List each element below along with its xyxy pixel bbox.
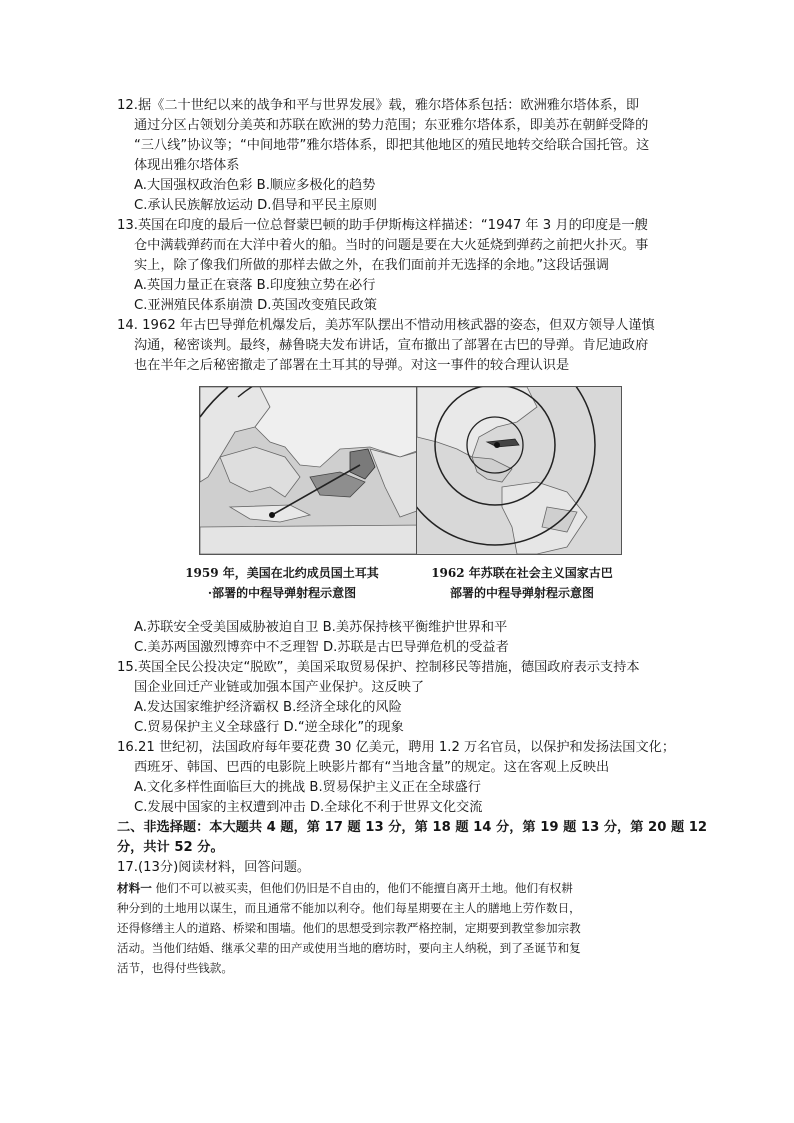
answer-options: C.贸易保护主义全球盛行 D.“逆全球化”的现象 (134, 720, 404, 735)
question-14 (117, 316, 687, 658)
caption-line: ·部署的中程导弹射程示意图 (207, 586, 357, 600)
material-line: 活动。当他们结婚、继承父辈的田产或使用当地的磨坊时，要向主人纳税，到了圣诞节和复 (117, 941, 581, 955)
answer-options: A.大国强权政治色彩 B.顺应多极化的趋势 (134, 178, 376, 193)
question-text: 沟通，秘密谈判。最终，赫鲁晓夫发布讲话，宣布撤出了部署在古巴的导弹。肯尼迪政府 (134, 338, 649, 353)
section-2-header (117, 818, 708, 858)
question-text: 体现出雅尔塔体系 (134, 158, 240, 173)
question-text: 仓中满载弹药而在大洋中着火的船。当时的问题是要在大火延烧到弹药之前把火扑灭。事 (134, 238, 649, 253)
section-heading: 二、非选择题：本大题共 4 题，第 17 题 13 分，第 18 题 14 分，第 19 题 13 分，第 20 题 12 (117, 820, 708, 835)
europe-map-drawing (200, 387, 428, 554)
caption-line: 1962 年苏联在社会主义国家古巴 (431, 566, 613, 580)
cuba-missile-map (416, 386, 622, 555)
question-text: 16.21 世纪初，法国政府每年要花费 30 亿美元，聘用 1.2 万名官员，以保护和发扬法国文化； (117, 740, 676, 755)
question-text: 15.英国全民公投决定“脱欧”，美国采取贸易保护、控制移民等措施，德国政府表示支持本 (117, 660, 640, 675)
answer-options: C.发展中国家的主权遭到冲击 D.全球化不利于世界文化交流 (134, 800, 483, 815)
question-text: “三八线”协议等；“中间地带”雅尔塔体系，即把其他地区的殖民地转交给联合国托管。这 (134, 138, 650, 153)
exam-content (117, 96, 708, 978)
americas-map-drawing (417, 387, 621, 554)
map-left-caption (157, 563, 407, 603)
answer-options: A.苏联安全受美国威胁被迫自卫 B.美苏保持核平衡维护世界和平 (134, 620, 508, 635)
answer-options: C.承认民族解放运动 D.倡导和平民主原则 (134, 198, 377, 213)
question-text: 西班牙、韩国、巴西的电影院上映影片都有“当地含量”的规定。这在客观上反映出 (134, 760, 610, 775)
question-text: 通过分区占领划分美英和苏联在欧洲的势力范围；东亚雅尔塔体系，即美苏在朝鲜受降的 (134, 118, 649, 133)
material-line: 活节，也得付些钱款。 (117, 961, 233, 975)
material-text: 他们不可以被买卖，但他们仍旧是不自由的，他们不能擅自离开土地。他们有权耕 (151, 881, 573, 895)
answer-options: C.美苏两国激烈博弈中不乏理智 D.苏联是古巴导弹危机的受益者 (134, 640, 509, 655)
answer-options: C.亚洲殖民体系崩溃 D.英国改变殖民政策 (134, 298, 377, 313)
missile-range-maps (117, 378, 687, 618)
question-12 (117, 96, 687, 216)
question-text: 实上，除了像我们所做的那样去做之外，在我们面前并无选择的余地。”这段话强调 (134, 258, 609, 273)
material-line: 种分到的土地用以谋生，而且通常不能加以利夺。他们每星期要在主人的膳地上劳作数日， (117, 901, 581, 915)
answer-options: A.文化多样性面临巨大的挑战 B.贸易保护主义正在全球盛行 (134, 780, 481, 795)
question-text: 也在半年之后秘密撤走了部署在土耳其的导弹。对这一事件的较合理认识是 (134, 358, 570, 373)
turkey-missile-map (199, 386, 429, 555)
question-text: 国企业回迁产业链或加强本国产业保护。这反映了 (134, 680, 425, 695)
question-title: 17.(13分)阅读材料，回答问题。 (117, 860, 311, 875)
material-line: 还得修缮主人的道路、桥梁和围墙。他们的思想受到宗教严格控制，定期要到教堂参加宗教 (117, 921, 581, 935)
question-text: 12.据《二十世纪以来的战争和平与世界发展》载，雅尔塔体系包括：欧洲雅尔塔体系，即 (117, 98, 640, 113)
question-13 (117, 216, 687, 316)
question-17 (117, 858, 687, 978)
section-heading: 分，共计 52 分。 (117, 840, 224, 855)
question-text: 13.英国在印度的最后一位总督蒙巴顿的助手伊斯梅这样描述：“1947 年 3 月的印度是一艘 (117, 218, 648, 233)
question-16 (117, 738, 687, 818)
answer-options: A.发达国家维护经济霸权 B.经济全球化的风险 (134, 700, 402, 715)
caption-line: 部署的中程导弹射程示意图 (449, 586, 594, 600)
material-label: 材料一 (117, 881, 152, 895)
map-right-caption (387, 563, 657, 603)
caption-line: 1959 年，美国在北约成员国土耳其 (185, 566, 379, 580)
material-line (117, 878, 687, 898)
question-text: 14. 1962 年古巴导弹危机爆发后，美苏军队摆出不惜动用核武器的姿态，但双方领导人谨慎 (117, 318, 655, 333)
answer-options: A.英国力量正在衰落 B.印度独立势在必行 (134, 278, 376, 293)
question-15 (117, 658, 687, 738)
